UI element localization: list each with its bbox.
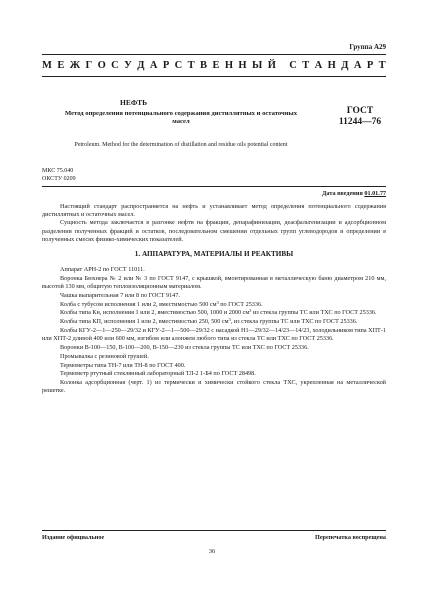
banner-letter: Р: [162, 60, 170, 71]
equipment-item: Колбы КГУ-2—1—250—29/32 и КГУ-2—1—500—29/32 с насадкой Н1—29/32—14/23—14/23, холодильником типа ХПТ-1 или ХПТ-2 длиной 400 или 600 мм, изгибом или алонжем любого типа из стекла ТС или ТХС по ГОСТ 25336.: [42, 326, 386, 343]
banner-letter: Т: [378, 60, 386, 71]
banner-rule: [42, 76, 386, 77]
banner-letter: С: [174, 60, 183, 71]
equipment-item: Воронки В-100—150, В-100—200, В-150—230 из стекла группы ТС или ТХС по ГОСТ 25336.: [60, 343, 309, 351]
equipment-item: Колбы типа КП, исполнения 1 или 2, вместимостью 250, 500 $см^3$, из стекла группы ТС или ТХС по ГОСТ 25336.: [60, 317, 358, 326]
paragraph: Настоящий стандарт распространяется на нефть и устанавливает метод определения потенциального содержания дистиллятных и остаточных масел.: [42, 203, 386, 219]
paragraph: Сущность метода заключается в разгонке нефти на фракции, депарафинизации, деасфальтенизации и адсорбционном разделении полученных фракций и остатков, последовательном смешении отдельных групп углеводородов и определении в полученных смесях физико-химических показателей.: [42, 219, 386, 243]
introduction-date: [322, 190, 386, 197]
equipment-item: Термометры типа ТН-7 или ТН-8 по ГОСТ 400.: [60, 361, 186, 369]
banner-letter: Е: [212, 60, 220, 71]
banner-letter: [281, 60, 284, 71]
banner-letter: О: [97, 60, 106, 71]
english-title: Petroleum. Method for the determination of distillation and residue oils potential content: [74, 142, 288, 148]
banner-letter: В: [200, 60, 208, 71]
intro-date-label: Дата введения: [322, 190, 363, 197]
equipment-item: Воронка Бюхнера № 2 или № 3 по ГОСТ 9147, с крышкой, вмонтированная в металлическую баню диаметром 210 мм, высотой 130 мм, общитую теплоизоляционным материалом.: [42, 274, 386, 290]
gost-label: ГОСТ: [346, 106, 374, 116]
interstate-standard-banner: [42, 60, 386, 71]
okstu-code: ОКСТУ 0209: [42, 175, 76, 182]
intro-date-value: 01.01.77: [364, 190, 386, 197]
banner-letter: С: [289, 60, 297, 71]
banner-letter: Е: [57, 60, 65, 71]
reprint-prohibited-label: Перепечатка воспрещена: [315, 534, 386, 541]
banner-letter: Д: [341, 60, 349, 71]
footer-rule: [42, 530, 386, 531]
equipment-item: Чашка выпарительная 7 или 8 по ГОСТ 9147.: [60, 291, 180, 299]
gost-number: 11244—76: [338, 117, 382, 127]
banner-letter: А: [149, 60, 158, 71]
banner-letter: Р: [366, 60, 374, 71]
equipment-item: Колба с тубусом исполнения 1 или 2, вместимостью 500 $см^3$ по ГОСТ 25336.: [60, 299, 263, 308]
official-edition-label: Издание официальное: [42, 534, 105, 541]
banner-letter: У: [124, 60, 132, 71]
header-rule: [42, 186, 386, 187]
equipment-item: Колонка адсорбционная (черт. 1) из термически и химически стойкого стекла ТХС, укрепленная на металлической решетке.: [42, 379, 386, 395]
banner-letter: А: [314, 60, 323, 71]
banner-letter: Д: [137, 60, 145, 71]
equipment-item: Термометр ртутный стеклянный лабораторный ТЛ-2 1-Б4 по ГОСТ 28498.: [60, 370, 256, 378]
banner-letter: Т: [302, 60, 310, 71]
document-title: НЕФТЬ: [120, 98, 148, 107]
gost-designation: [330, 106, 390, 128]
banner-letter: С: [111, 60, 119, 71]
page-number: 36: [208, 548, 216, 555]
banner-letter: Н: [224, 60, 234, 71]
banner-letter: М: [42, 60, 52, 71]
banner-letter: Г: [85, 60, 93, 71]
equipment-list: [42, 266, 386, 396]
banner-letter: Н: [327, 60, 336, 71]
equipment-item: Колбы типа Кн, исполнения 1 или 2, вместимостью 500, 1000 и 2000 $см^3$ из стекла группы ТС или ТХС по ГОСТ 25336.: [60, 308, 377, 317]
method-title: Метод определения потенциального содержания дистиллятных и остаточных масел: [64, 110, 297, 126]
top-rule: [42, 54, 386, 55]
equipment-item: Аппарат АРН-2 по ГОСТ 11011.: [60, 266, 145, 273]
banner-letter: Н: [238, 60, 247, 71]
introduction-text: [42, 203, 386, 244]
banner-letter: Ж: [69, 60, 81, 71]
classification-codes: [42, 168, 162, 183]
banner-letter: Т: [187, 60, 195, 71]
section-heading: 1. АППАРАТУРА, МАТЕРИАЛЫ И РЕАКТИВЫ: [134, 250, 294, 258]
equipment-item: Промывалка с резиновой грушей.: [60, 352, 149, 360]
banner-letter: Й: [267, 60, 276, 71]
banner-letter: А: [353, 60, 362, 71]
banner-letter: Ы: [251, 60, 263, 71]
mks-code: МКС 75.040: [42, 168, 74, 174]
group-label: Группа А29: [349, 43, 386, 51]
